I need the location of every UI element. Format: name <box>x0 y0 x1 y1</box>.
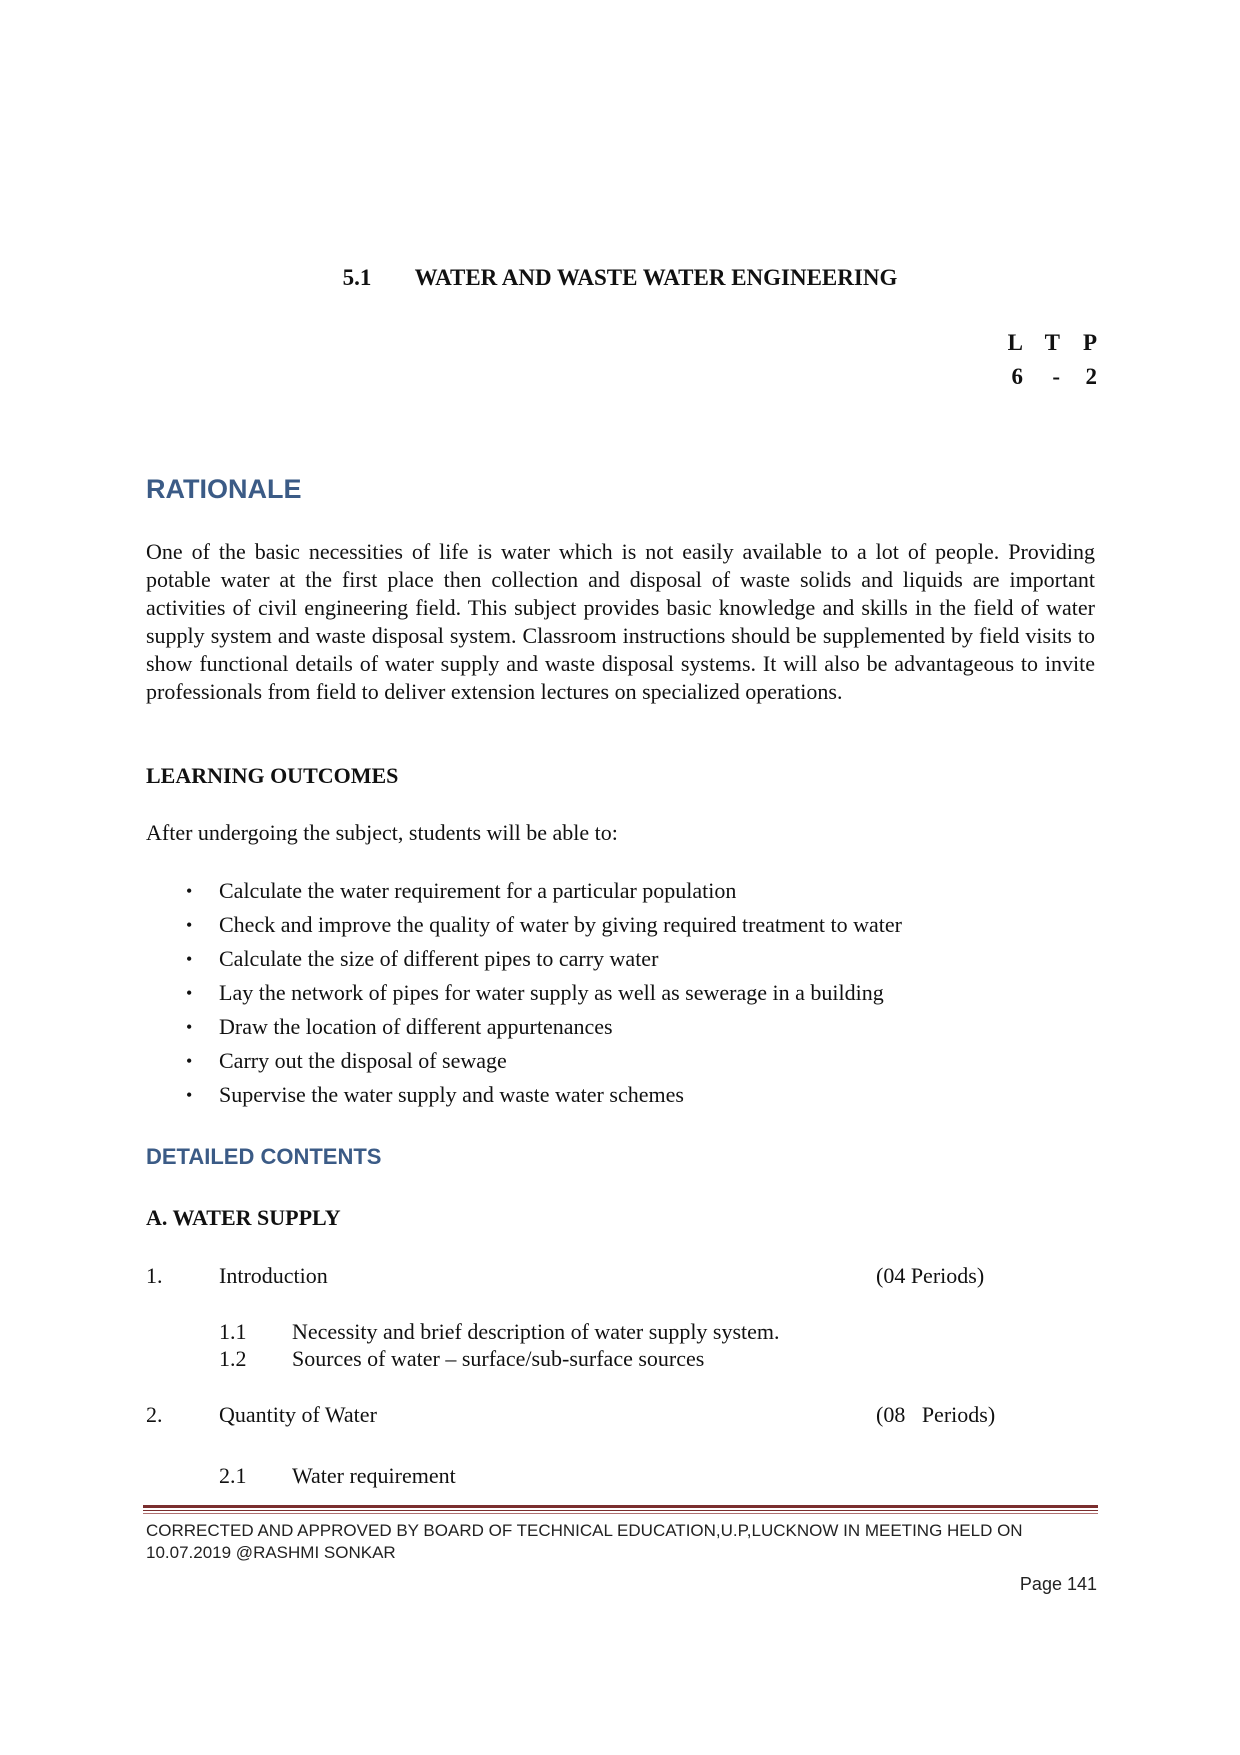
subtopic-text: Sources of water – surface/sub-surface sources <box>292 1346 705 1371</box>
list-item-text: Calculate the size of different pipes to carry water <box>219 946 659 971</box>
bullet-icon: • <box>186 915 193 935</box>
subtopic-number: 1.1 <box>219 1319 247 1344</box>
footer-line-2: 10.07.2019 @RASHMI SONKAR <box>146 1543 396 1562</box>
footer-divider <box>143 1513 1098 1514</box>
ltp-header-l: L <box>1007 330 1023 355</box>
course-number: 5.1 <box>342 265 372 290</box>
ltp-header-row <box>986 326 1097 360</box>
list-item <box>146 908 902 942</box>
list-item-text: Supervise the water supply and waste water schemes <box>219 1082 684 1107</box>
ltp-header-p: P <box>1082 330 1097 355</box>
ltp-table <box>986 326 1097 394</box>
detailed-contents-heading: DETAILED CONTENTS <box>146 1144 382 1169</box>
subtopic-text: Necessity and brief description of water supply system. <box>292 1319 780 1344</box>
unit-number: 2. <box>146 1402 163 1427</box>
learning-outcomes-intro: After undergoing the subject, students will be able to: <box>146 820 618 845</box>
list-item-text: Lay the network of pipes for water supply as well as sewerage in a building <box>219 980 884 1005</box>
bullet-icon: • <box>186 1051 193 1071</box>
rationale-heading: RATIONALE <box>146 474 302 504</box>
unit-periods: (04 Periods) <box>876 1263 985 1288</box>
subtopic-text: Water requirement <box>292 1463 456 1488</box>
bullet-icon: • <box>186 881 193 901</box>
unit-title: Introduction <box>219 1263 328 1288</box>
ltp-value-p: 2 <box>1085 364 1097 389</box>
list-item-text: Calculate the water requirement for a particular population <box>219 878 737 903</box>
unit-number: 1. <box>146 1263 163 1288</box>
footer-divider <box>143 1505 1098 1508</box>
bullet-icon: • <box>186 1085 193 1105</box>
water-supply-heading: A. WATER SUPPLY <box>146 1205 341 1230</box>
ltp-value-l: 6 <box>1011 364 1023 389</box>
rationale-paragraph: One of the basic necessities of life is water which is not easily available to a lot of people. Providing potable water at the first place then collection and disposal of waste solids and liquids are important activities of civil engineering field. This subject provides basic knowledge and skills in the field of water supply system and waste disposal system. Classroom instructions should be supplemented by field visits to show functional details of water supply and waste disposal systems. It will also be advantageous to invite professionals from field to deliver extension lectures on specialized operations. <box>146 539 1095 704</box>
list-item-text: Carry out the disposal of sewage <box>219 1048 507 1073</box>
list-item <box>146 942 902 976</box>
bullet-icon: • <box>186 949 193 969</box>
list-item <box>146 1010 902 1044</box>
list-item <box>146 1078 902 1112</box>
ltp-value-t: - <box>1052 364 1060 389</box>
unit-periods: (08 Periods) <box>876 1402 996 1427</box>
subtopic-number: 2.1 <box>219 1463 247 1488</box>
footer-divider <box>143 1510 1098 1511</box>
course-title <box>0 265 1240 291</box>
list-item-text: Draw the location of different appurtenances <box>219 1014 613 1039</box>
list-item <box>146 976 902 1010</box>
unit-title: Quantity of Water <box>219 1402 377 1427</box>
learning-outcomes-list <box>146 874 902 1112</box>
footer-line-1: CORRECTED AND APPROVED BY BOARD OF TECHNICAL EDUCATION,U.P,LUCKNOW IN MEETING HELD ON <box>146 1521 1023 1540</box>
bullet-icon: • <box>186 983 193 1003</box>
footer-note <box>146 1520 1106 1564</box>
course-name: WATER AND WASTE WATER ENGINEERING <box>414 265 898 290</box>
bullet-icon: • <box>186 1017 193 1037</box>
subtopic-number: 1.2 <box>219 1346 247 1371</box>
list-item <box>146 874 902 908</box>
page-number: Page 141 <box>1019 1574 1097 1594</box>
learning-outcomes-heading: LEARNING OUTCOMES <box>146 763 399 788</box>
list-item <box>146 1044 902 1078</box>
ltp-value-row <box>986 360 1097 394</box>
list-item-text: Check and improve the quality of water by giving required treatment to water <box>219 912 902 937</box>
ltp-header-t: T <box>1044 330 1060 355</box>
